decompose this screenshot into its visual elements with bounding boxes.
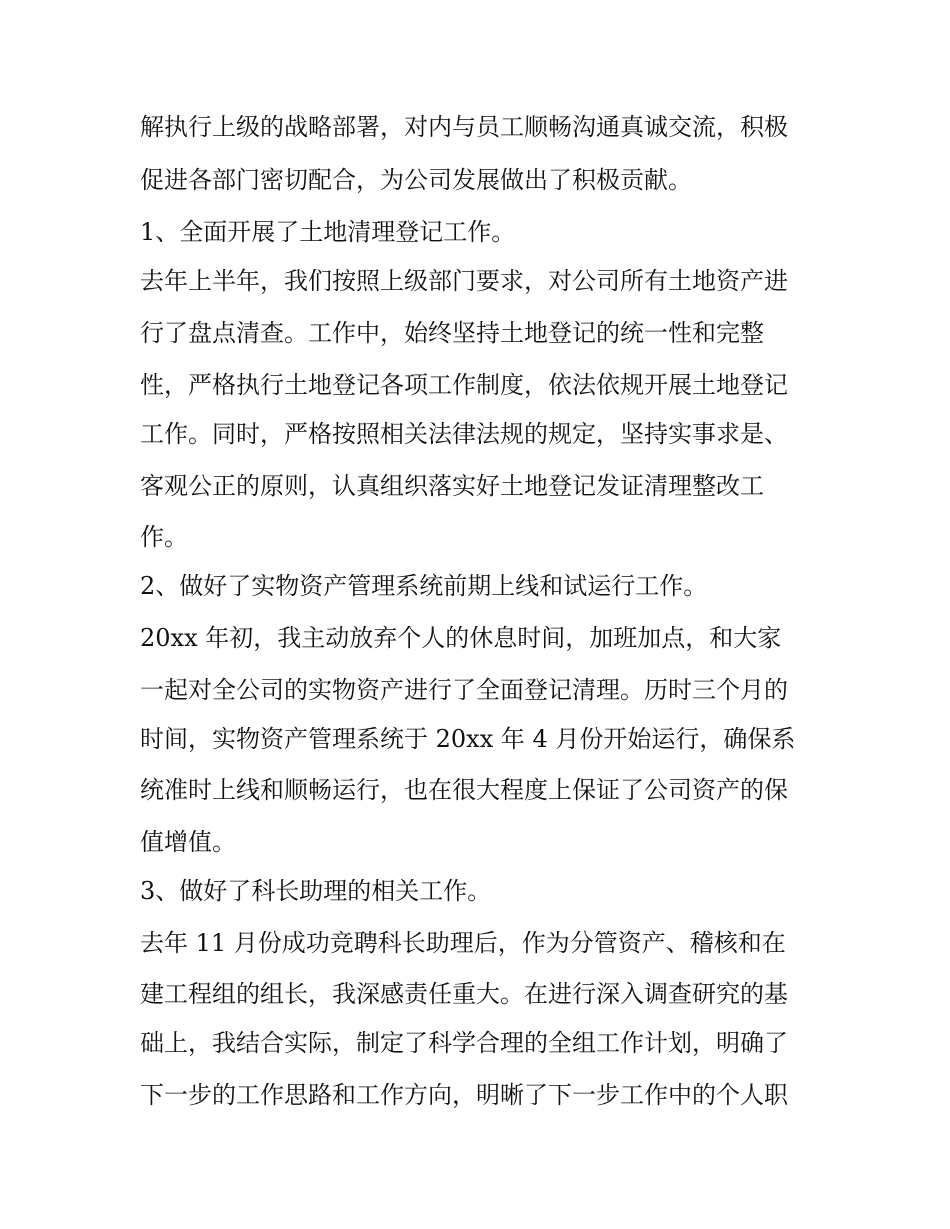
text-line: 去年上半年，我们按照上级部门要求，对公司所有土地资产进 — [140, 267, 788, 295]
section-heading: 3、做好了科长助理的相关工作。 — [140, 877, 492, 905]
text-line: 一起对全公司的实物资产进行了全面登记清理。历时三个月的 — [140, 676, 788, 704]
text-line: 值增值。 — [140, 828, 236, 856]
text-line: 20xx 年初，我主动放弃个人的休息时间，加班加点，和大家 — [140, 624, 782, 652]
text-line: 下一步的工作思路和工作方向，明晰了下一步工作中的个人职 — [140, 1081, 788, 1109]
text-line: 性，严格执行土地登记各项工作制度，依法依规开展土地登记 — [140, 371, 788, 399]
text-line: 建工程组的组长，我深感责任重大。在进行深入调查研究的基 — [140, 980, 788, 1008]
text-line: 工作。同时，严格按照相关法律法规的规定，坚持实事求是、 — [140, 420, 788, 448]
text-line: 去年 11 月份成功竞聘科长助理后，作为分管资产、稽核和在 — [140, 929, 786, 957]
text-line: 解执行上级的战略部署，对内与员工顺畅沟通真诚交流，积极 — [140, 113, 788, 141]
section-heading: 1、全面开展了土地清理登记工作。 — [140, 218, 516, 246]
text-line: 客观公正的原则，认真组织落实好土地登记发证清理整改工 — [140, 472, 764, 500]
text-line: 作。 — [140, 523, 188, 551]
text-line: 础上，我结合实际，制定了科学合理的全组工作计划，明确了 — [140, 1029, 788, 1057]
text-line: 时间，实物资产管理系统于 20xx 年 4 月份开始运行，确保系 — [140, 725, 796, 753]
text-line: 行了盘点清查。工作中，始终坚持土地登记的统一性和完整 — [140, 319, 764, 347]
text-line: 统准时上线和顺畅运行，也在很大程度上保证了公司资产的保 — [140, 776, 788, 804]
text-line: 促进各部门密切配合，为公司发展做出了积极贡献。 — [140, 166, 692, 194]
section-heading: 2、做好了实物资产管理系统前期上线和试运行工作。 — [140, 572, 708, 600]
